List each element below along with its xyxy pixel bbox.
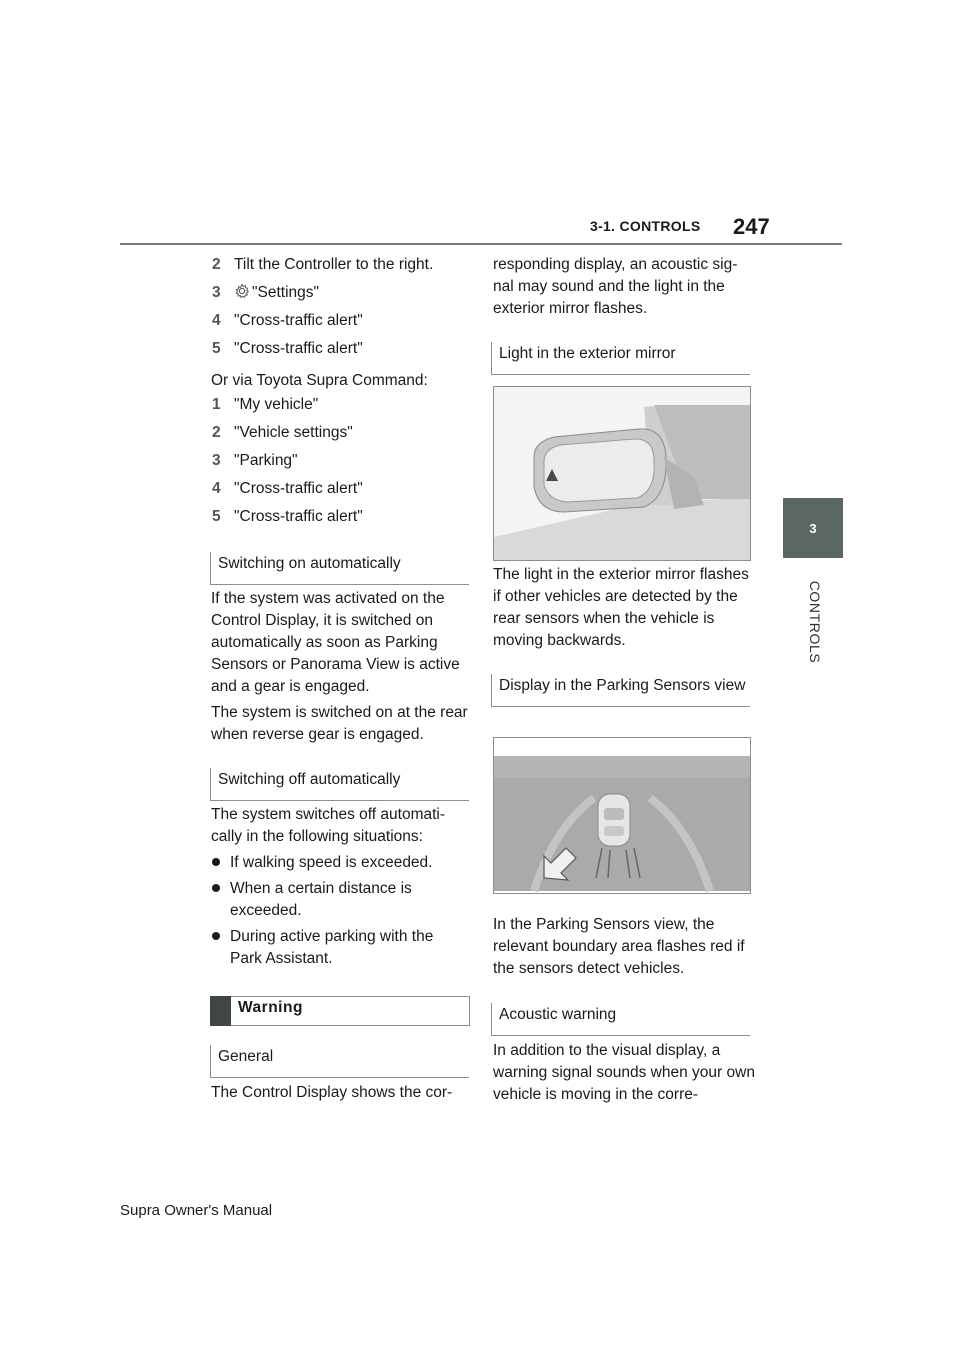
bullet-text: During active parking with the Park Assistant.	[230, 928, 434, 967]
paragraph-continued: responding display, an acoustic sig-nal may sound and the light in the exterior mirror flashes.	[493, 256, 738, 317]
step-number: 2	[212, 424, 221, 441]
step-number: 2	[212, 256, 221, 273]
steps-list-a	[212, 254, 472, 366]
bullet-text: When a certain distance is exceeded.	[230, 880, 412, 919]
footer-manual-title: Supra Owner's Manual	[120, 1202, 273, 1219]
heading-parking-display: Display in the Parking Sensors view	[491, 674, 750, 707]
paragraph-switching-off: The system switches off automati-cally in the following situations:	[211, 806, 446, 845]
step-item	[212, 310, 472, 332]
bullet-icon	[212, 932, 220, 940]
step-text: Tilt the Controller to the right.	[234, 256, 434, 273]
settings-gear-icon	[234, 283, 250, 299]
step-item	[212, 478, 472, 500]
paragraph-switching-on: If the system was activated on the Control Display, it is switched on automatically as soon as Parking Sensors or Panorama View is active and a gear is engaged.	[211, 590, 460, 695]
step-item	[212, 450, 472, 472]
parking-sensors-illustration	[494, 738, 750, 893]
step-item	[212, 506, 472, 528]
step-number: 4	[212, 480, 221, 497]
section-title: 3-1. CONTROLS	[590, 218, 701, 234]
heading-general: General	[210, 1045, 469, 1078]
chapter-number: 3	[809, 520, 817, 536]
step-number: 4	[212, 312, 221, 329]
car-top-view-icon	[598, 794, 630, 846]
step-number: 1	[212, 396, 221, 413]
paragraph-general: The Control Display shows the cor-	[211, 1084, 453, 1101]
list-item	[212, 926, 462, 970]
step-item	[212, 254, 472, 276]
step-number: 5	[212, 340, 221, 357]
chapter-tab	[783, 498, 843, 558]
step-number: 3	[212, 284, 221, 301]
bullet-icon	[212, 884, 220, 892]
or-via-text: Or via Toyota Supra Command:	[211, 372, 428, 389]
step-text: "Cross-traffic alert"	[234, 312, 363, 329]
chapter-tab-label: CONTROLS	[807, 580, 823, 664]
exterior-mirror-illustration	[494, 387, 750, 560]
heading-switching-off: Switching off automatically	[210, 768, 469, 801]
step-text: "Cross-traffic alert"	[234, 340, 363, 357]
paragraph-parking-display: In the Parking Sensors view, the relevant boundary area flashes red if the sensors detect vehicles.	[493, 916, 745, 977]
paragraph-reverse-gear: The system is switched on at the rear when reverse gear is engaged.	[211, 704, 468, 743]
list-item	[212, 878, 462, 922]
step-text: "Cross-traffic alert"	[234, 508, 363, 525]
steps-list-b	[212, 394, 472, 534]
paragraph-acoustic-warning: In addition to the visual display, a warning signal sounds when your own vehicle is moving in the corre-	[493, 1042, 755, 1103]
paragraph-light-mirror: The light in the exterior mirror flashes if other vehicles are detected by the rear sensors when the vehicle is moving backwards.	[493, 566, 749, 649]
page-number: 247	[733, 214, 770, 239]
step-text: "Vehicle settings"	[234, 424, 353, 441]
step-number: 5	[212, 508, 221, 525]
heading-switching-on: Switching on automatically	[210, 552, 469, 585]
step-item	[212, 394, 472, 416]
step-number: 3	[212, 452, 221, 469]
heading-light-mirror: Light in the exterior mirror	[491, 342, 750, 375]
bullet-text: If walking speed is exceeded.	[230, 854, 433, 871]
step-item	[212, 282, 472, 304]
figure-parking-sensors-view	[493, 737, 751, 894]
step-item	[212, 338, 472, 360]
header-divider	[120, 243, 842, 245]
step-text: "Parking"	[234, 452, 298, 469]
warning-label: Warning	[238, 999, 303, 1016]
step-item	[212, 422, 472, 444]
step-text: "Settings"	[252, 284, 320, 301]
step-text: "Cross-traffic alert"	[234, 480, 363, 497]
heading-acoustic-warning: Acoustic warning	[491, 1003, 750, 1036]
figure-exterior-mirror	[493, 386, 751, 561]
step-text: "My vehicle"	[234, 396, 319, 413]
bullet-icon	[212, 858, 220, 866]
list-item	[212, 852, 462, 874]
bullet-list	[212, 852, 462, 974]
warning-bar	[210, 996, 231, 1026]
